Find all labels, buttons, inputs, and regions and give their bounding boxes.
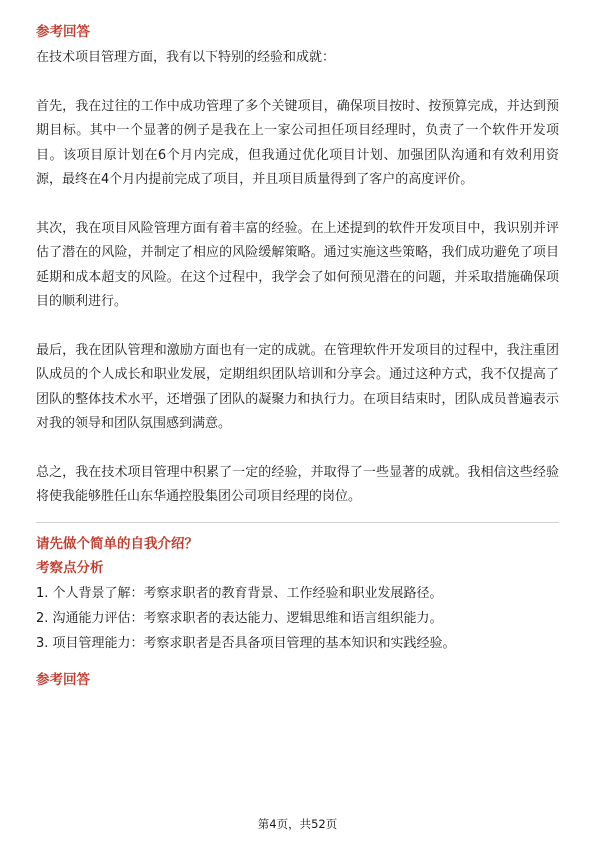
- answer-heading: 参考回答: [36, 24, 90, 40]
- paragraph-third: 最后，我在团队管理和激励方面也有一定的成就。在管理软件开发项目的过程中，我注重团队成员的个人成长和职业发展，定期组织团队培训和分享会。通过这种方式，我不仅提高了团队的整体技术水平，还增强了团队的凝聚力和执行力。在项目结束时，团队成员普遍表示对我的领导和团队氛围感到满意。: [36, 342, 559, 431]
- analysis-point-2: 2. 沟通能力评估：考察求职者的表达能力、逻辑思维和语言组织能力。: [36, 610, 443, 626]
- section-divider: [36, 522, 559, 523]
- paragraph-conclusion: 总之，我在技术项目管理中积累了一定的经验，并取得了一些显著的成就。我相信这些经验将使我能够胜任山东华通控股集团公司项目经理的岗位。: [36, 464, 559, 504]
- document-page: [36, 22, 559, 690]
- page-footer: 第4页，共52页: [257, 817, 338, 831]
- analysis-heading: 考察点分析: [36, 559, 104, 576]
- paragraph-first: 首先，我在过往的工作中成功管理了多个关键项目，确保项目按时、按预算完成，并达到预期目标。其中一个显著的例子是我在上一家公司担任项目经理时，负责了一个软件开发项目。该项目原计划在6个月内完成，但我通过优化项目计划、加强团队沟通和有效利用资源，最终在4个月内提前完成了项目，并且项目质量得到了客户的高度评价。: [36, 98, 559, 187]
- answer-heading-second: 参考回答: [36, 671, 90, 688]
- question-title: 请先做个简单的自我介绍？: [36, 535, 198, 552]
- paragraph-second: 其次，我在项目风险管理方面有着丰富的经验。在上述提到的软件开发项目中，我识别并评估了潜在的风险，并制定了相应的风险缓解策略。通过实施这些策略，我们成功避免了项目延期和成本超支的风险。在这个过程中，我学会了如何预见潜在的问题，并采取措施确保项目的顺利进行。: [36, 220, 559, 309]
- analysis-point-3: 3. 项目管理能力：考察求职者是否具备项目管理的基本知识和实践经验。: [36, 635, 456, 651]
- analysis-point-1: 1. 个人背景了解：考察求职者的教育背景、工作经验和职业发展路径。: [36, 585, 443, 601]
- intro-text: 在技术项目管理方面，我有以下特别的经验和成就：: [36, 50, 336, 65]
